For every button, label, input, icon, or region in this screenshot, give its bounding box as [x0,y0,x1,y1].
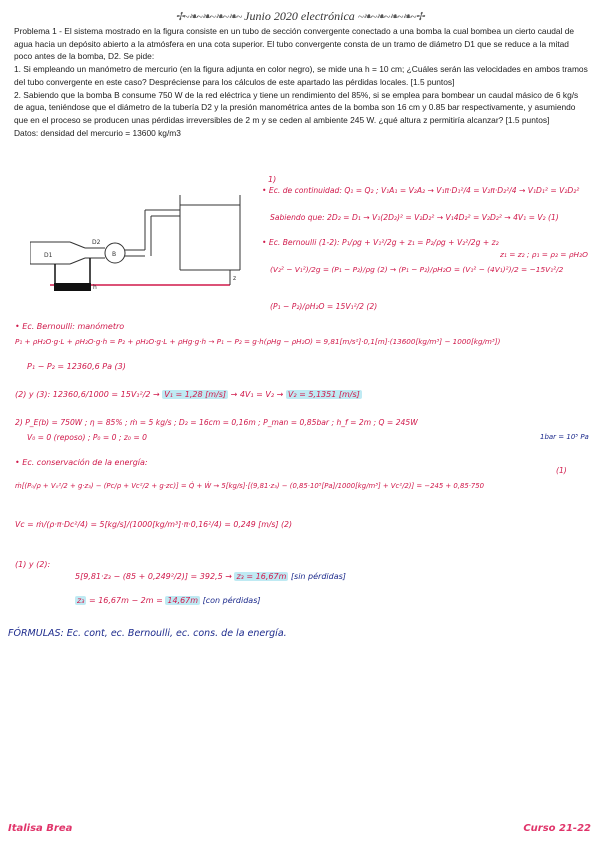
height-no-losses-step [75,572,346,581]
header-decoration-left: ✢~❧~❧~❧~❧~ [175,11,242,23]
formulas-summary: FÓRMULAS: Ec. cont, ec. Bernoulli, ec. cons. de la energía. [8,628,287,639]
manometer-equation: P₁ + ρH₂O·g·L + ρH₂O·g·h = P₂ + ρH₂O·g·L + ρHg·g·h → P₁ − P₂ = g·h(ρHg − ρH₂O) = 9,81[m/s²]·0,1[m]·(13600[kg/m³] − 1000[kg/m³]) [15,337,501,346]
velocity-solve-step [15,390,362,399]
outlet-velocity-equation: Vc = ṁ/(ρ·π·Dc²/4) = 5[kg/s]/(1000[kg/m³]·π·0,16²/4) = 0,249 [m/s] (2) [15,520,293,529]
reference-conditions: V₀ = 0 (reposo) ; P₀ = 0 ; z₀ = 0 [27,433,147,442]
solution-part-1-label: 1) [268,175,277,184]
bernoulli-simplification: z₁ = z₂ ; ρ₁ = ρ₂ = ρH₂O [500,250,588,259]
height-equation: 5[9,81·z₃ − (85 + 0,249²/2)] = 392,5 → [75,572,232,581]
diameter-relation: Sabiendo que: 2D₂ = D₁ → V₁(2D₂)² = V₂D₂² → V₁4D₂² = V₂D₂² → 4V₁ = V₂ (1) [270,213,559,222]
v2-relation: → 4V₁ = V₂ → [230,390,284,399]
equation-ref-1: (1) [556,466,567,475]
v2-result: V₂ = 5,1351 [m/s] [287,390,360,399]
continuity-equation: • Ec. de continuidad: Q₁ = Q₂ ; V₁A₁ = V₂A₂ → V₁π·D₁²/4 = V₂π·D₂²/4 → V₁D₁² = V₂D₂² [262,186,580,195]
height-with-losses-result: 14,67m [167,596,199,605]
bernoulli-rearranged: (V₂² − V₁²)/2g = (P₁ − P₂)/ρg (2) → (P₁ − P₂)/ρH₂O = (V₁² − (4V₁)²)/2 = −15V₁²/2 [270,265,564,274]
pressure-difference-result: P₁ − P₂ = 12360,6 Pa (3) [27,362,126,371]
manometer-heading: • Ec. Bernoulli: manómetro [15,322,125,331]
label-d2: D2 [92,239,101,246]
problem-statement [14,25,588,139]
page-header [0,9,599,24]
energy-conservation-heading: • Ec. conservación de la energía: [15,458,148,467]
bar-conversion-note: 1bar = 10⁵ Pa [540,433,589,441]
no-losses-note: [sin pérdidas] [290,572,346,581]
page-title: Junio 2020 electrónica [244,9,355,23]
v1-result: V₁ = 1,28 [m/s] [164,390,227,399]
part-2-given-data: 2) P_E(b) = 750W ; η = 85% ; ṁ = 5 kg/s ; D₂ = 16cm = 0,16m ; P_man = 0,85bar ; h_f = 2m ; Q = 245W [15,418,418,427]
problem-intro: Problema 1 - El sistema mostrado en la figura consiste en un tubo de sección convergente conectado a una bomba la cual bombea un cierto caudal de agua hacia un depósito abierto a la atmósfera en una cota superior. El tubo convergente consta de un tramo de diámetro D1 que se reduce a la mitad poco antes de la bomba, D2. Se pide: [14,26,575,62]
z3-symbol: z₃ [77,596,85,605]
velocity-solve-text: (2) y (3): 12360,6/1000 = 15V₁²/2 → [15,390,160,399]
author-signature: Italisa Brea [8,823,73,834]
label-pump: B [112,251,117,258]
height-with-losses-step [75,596,261,605]
with-losses-note: [con pérdidas] [202,596,261,605]
problem-part-2: 2. Sabiendo que la bomba B consume 750 W de la red eléctrica y tiene un rendimiento del 85%, si se emplea para bombear un caudal másico de 6 kg/s de agua, teniéndose que el diámetro de la tubería D2 y la presión manométrica antes de la bomba son 16 cm y 0.85 bar respectivamente, y asumiendo que en el proceso se producen unas pérdidas irreversibles de 2 m y se ceden al ambiente 245 W. ¿qué altura z permitiría alcanzar? [1.5 puntos] [14,89,579,125]
bernoulli-equation: • Ec. Bernoulli (1-2): P₁/ρg + V₁²/2g + z₁ = P₂/ρg + V₂²/2g + z₂ [262,238,499,247]
height-no-losses-result: z₃ = 16,67m [236,572,287,581]
combine-equations-label: (1) y (2): [15,560,51,569]
label-z: z [233,275,237,282]
label-d1: D1 [44,252,53,259]
system-figure [30,190,250,300]
problem-data: Datos: densidad del mercurio = 13600 kg/m3 [14,127,181,138]
header-decoration-right: ~❧~❧~❧~❧~✢ [357,11,424,23]
label-h: h [93,284,97,291]
energy-conservation-equation: ṁ[(P₀/ρ + V₀²/2 + g·z₃) − (Pc/ρ + Vc²/2 + g·zc)] = Q̇ + Ẇ → 5[kg/s]·[(9,81·z₃) − (0,85·10⁵[Pa]/1000[kg/m³] + Vc²/2)] = −245 + 0,85·750 [15,482,485,490]
course-label: Curso 21-22 [523,823,591,834]
height-with-losses-equation: = 16,67m − 2m = [88,596,163,605]
problem-part-1: 1. Si empleando un manómetro de mercurio (en la figura adjunta en color negro), se mide una h = 10 cm; ¿Cuáles serán las velocidades en ambos tramos del tubo convergente en este caso? Despréciense para los cálculos de este apartado las pérdidas locales. [1.5 puntos] [14,64,588,87]
pressure-velocity-relation: (P₁ − P₂)/ρH₂O = 15V₁²/2 (2) [270,302,378,311]
